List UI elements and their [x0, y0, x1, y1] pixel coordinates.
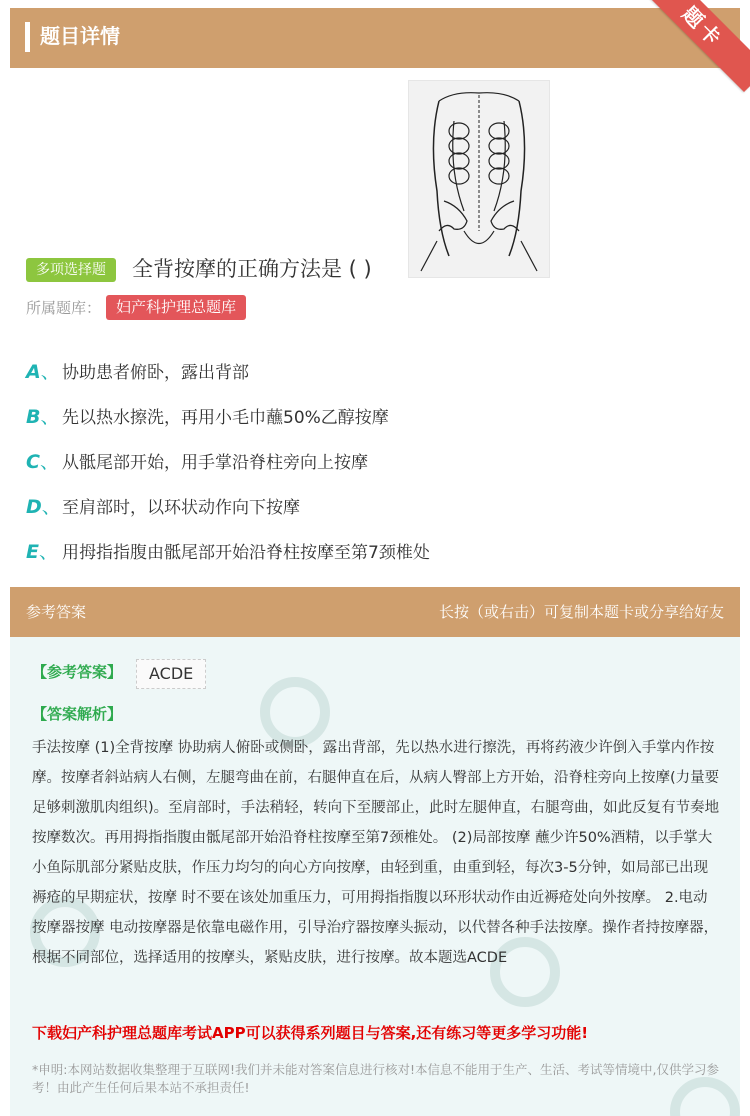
answer-value[interactable]: ACDE [136, 659, 206, 689]
answer-bar-title: 参考答案 [26, 603, 87, 621]
bank-label: 所属题库： [26, 299, 102, 317]
back-massage-illustration [408, 80, 550, 278]
option-c[interactable] [26, 438, 726, 483]
question-type-tag: 多项选择题 [26, 258, 116, 282]
corner-badge-wrap [640, 0, 750, 110]
option-text: 先以热水擦洗，再用小毛巾蘸50%乙醇按摩 [62, 408, 389, 428]
header-title: 题目详情 [40, 24, 120, 48]
option-d[interactable] [26, 483, 726, 528]
option-letter: E、 [26, 541, 58, 563]
share-hint: 长按（或右击）可复制本题卡或分享给好友 [438, 603, 724, 621]
option-letter: C、 [26, 451, 59, 473]
option-text: 协助患者俯卧，露出背部 [62, 363, 249, 383]
option-b[interactable] [26, 393, 726, 438]
option-text: 用拇指指腹由骶尾部开始沿脊柱按摩至第7颈椎处 [62, 543, 430, 563]
answer-header-bar [10, 587, 740, 637]
explanation-text: 手法按摩 (1)全背按摩 协助病人俯卧或侧卧，露出背部，先以热水进行擦洗，再将药液少许倒入手掌内作按摩。按摩者斜站病人右侧，左腿弯曲在前，右腿伸直在后，从病人臀部上方开始，沿脊柱旁向上按摩(力量要足够刺激肌肉组织)。至肩部时，手法稍轻，转向下至腰部止，此时左腿伸直，右腿弯曲，如此反复有节奏地按摩数次。再用拇指指腹由骶尾部开始沿脊柱按摩至第7颈椎处。 (2)局部按摩 蘸少许50%酒精，以手掌大小鱼际肌部分紧贴皮肤，作压力均匀的向心方向按摩，由轻到重，由重到轻，每次3-5分钟，如局部已出现褥疮的早期症状，按摩 时不要在该处加重压力，可用拇指指腹以环形状动作由近褥疮处向外按摩。 2.电动按摩器按摩 电动按摩器是依靠电磁作用，引导治疗器按摩头振动，以代替各种手法按摩。操作者持按摩器，根据不同部位，选择适用的按摩头，紧贴皮肤，进行按摩。故本题选ACDE [32, 740, 720, 966]
detail-header [10, 8, 740, 68]
explanation-label: 【答案解析】 [32, 705, 123, 723]
answer-panel [10, 637, 740, 1116]
answer-label: 【参考答案】 [32, 663, 123, 681]
option-text: 至肩部时，以环状动作向下按摩 [62, 498, 300, 518]
question-text: 全背按摩的正确方法是 ( ) [132, 257, 372, 281]
corner-badge[interactable]: 题卡 [640, 0, 750, 92]
app-promo-link[interactable]: 下载妇产科护理总题库考试APP可以获得系列题目与答案,还有练习等更多学习功能! [32, 1024, 589, 1042]
option-e[interactable] [26, 528, 726, 573]
disclaimer-text: *申明:本网站数据收集整理于互联网!我们并未能对答案信息进行核对!本信息不能用于生产、生活、考试等情境中,仅供学习参考！由此产生任何后果本站不承担责任! [32, 1062, 719, 1095]
option-letter: B、 [26, 406, 60, 428]
option-letter: A、 [26, 361, 60, 383]
option-a[interactable] [26, 348, 726, 393]
option-letter: D、 [26, 496, 61, 518]
bank-name-tag[interactable]: 妇产科护理总题库 [106, 295, 246, 320]
option-text: 从骶尾部开始，用手掌沿脊柱旁向上按摩 [62, 453, 368, 473]
options-list [26, 348, 726, 573]
header-accent-bar [25, 22, 30, 52]
